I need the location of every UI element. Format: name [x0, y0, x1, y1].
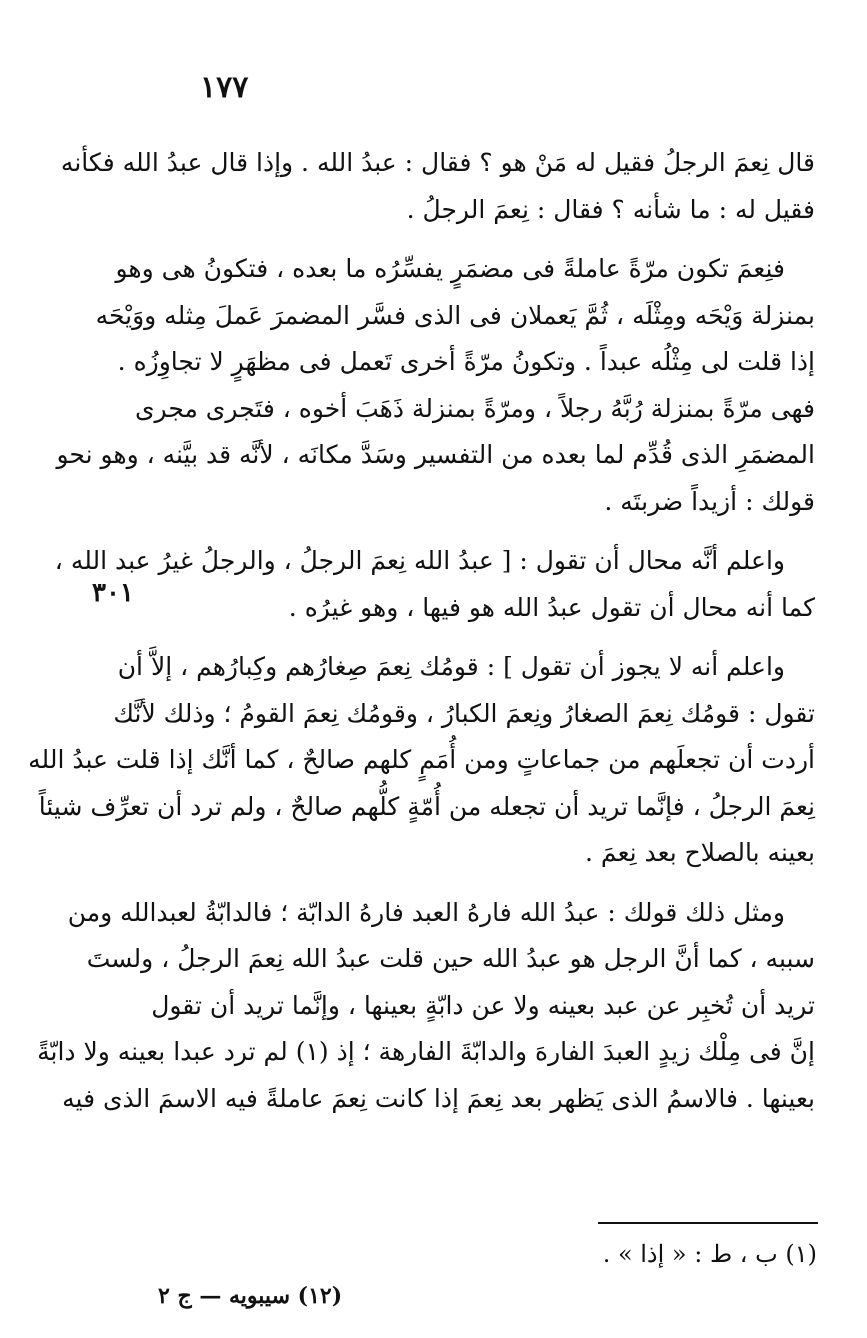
paragraph [28, 644, 815, 877]
text-line: واعلم أنَّه محال أن تقول : [ عبدُ الله نِعمَ الرجلُ ، والرجلُ غيرُ عبد الله ، [54, 546, 785, 575]
text-line: إذا قلت لى مِثْلُه عبداً . وتكونُ مرّةً أخرى تَعمل فى مظهَرٍ لا تجاوِزُه . [117, 347, 815, 376]
text-line: سببه ، كما أنَّ الرجل هو عبدُ الله حين قلت عبدُ الله نِعمَ الرجلُ ، ولستَ [86, 944, 815, 973]
text-line: تريد أن تُخبِر عن عبد بعينه ولا عن دابّةٍ بعينها ، وإنَّما تريد أن تقول [151, 990, 815, 1020]
text-line: فنِعمَ تكون مرّةً عاملةً فى مضمَرٍ يفسِّرُه ما بعده ، فتكونُ هى وهو [115, 254, 785, 283]
text-line: ومثل ذلك قولك : عبدُ الله فارهُ العبد فارهُ الدابّة ؛ فالدابّةُ لعبدالله ومن [67, 897, 785, 927]
signature-line: (١٢) سيبويه — ج ٢ [158, 1283, 343, 1309]
footnote: (١) ب ، ط : « إذا » . [602, 1240, 817, 1268]
text-line: نِعمَ الرجلُ ، فإنَّما تريد أن تجعله من أُمّةٍ كلُّهم صالحٌ ، ولم ترد أن تعرِّف شيئاً [38, 791, 815, 821]
text-line: فقيل له : ما شأنه ؟ فقال : نِعمَ الرجلُ . [406, 194, 815, 224]
text-line: كما أنه محال أن تقول عبدُ الله هو فيها ، وهو غيرُه . [288, 592, 815, 622]
text-line: تقول : قومُك نِعمَ الصغارُ ونِعمَ الكبارُ ، وقومُك نِعمَ القومُ ؛ وذلك لأنَّك [113, 698, 815, 728]
paragraph [37, 890, 815, 1123]
text-line: واعلم أنه لا يجوز أن تقول ] : قومُك نِعمَ صِغارُهم وكِبارُهم ، إلاَّ أن [117, 652, 785, 681]
paragraph [60, 140, 815, 233]
text-line: بعينها . فالاسمُ الذى يَظهر بعد نِعمَ إذا كانت نِعمَ عاملةً فيه الاسمَ الذى فيه [62, 1083, 815, 1113]
text-line: فهى مرّةً بمنزلة رُبَّهُ رجلاً ، ومرّةً بمنزلة ذَهَبَ أخوه ، فتَجرى مجرى [134, 393, 815, 423]
text-line: قولك : أزيداً ضربتَه . [604, 486, 815, 516]
page-number: ١٧٧ [200, 70, 249, 105]
text-line: بمنزلة وَيْحَه ومِثْلَه ، ثُمَّ يَعملان فى الذى فسَّر المضمرَ عَملَ مِثله ووَيْحَه [95, 300, 815, 330]
text-line: قال نِعمَ الرجلُ فقيل له مَنْ هو ؟ فقال : عبدُ الله . وإذا قال عبدُ الله فكأنه [60, 148, 815, 177]
text-line: بعينه بالصلاح بعد نِعمَ . [585, 838, 815, 867]
text-line: أردت أن تجعلَهم من جماعاتٍ ومن أُمَمٍ كلهم صالحٌ ، كما أنَّك إذا قلت عبدُ الله [28, 745, 815, 774]
text-line: المضمَرِ الذى قُدِّم لما بعده من التفسير وسَدَّ مكانَه ، لأنَّه قد بيَّنه ، وهو نحو [56, 440, 815, 469]
paragraph [56, 246, 815, 525]
text-line: إنَّ فى مِلْك زيدٍ العبدَ الفارهَ والدابّةَ الفارهة ؛ إذ (١) لم ترد عبدا بعينه ولا دابّةً [37, 1037, 815, 1066]
margin-reference-number: ٣٠١ [92, 578, 134, 608]
footnote-divider [598, 1222, 818, 1224]
